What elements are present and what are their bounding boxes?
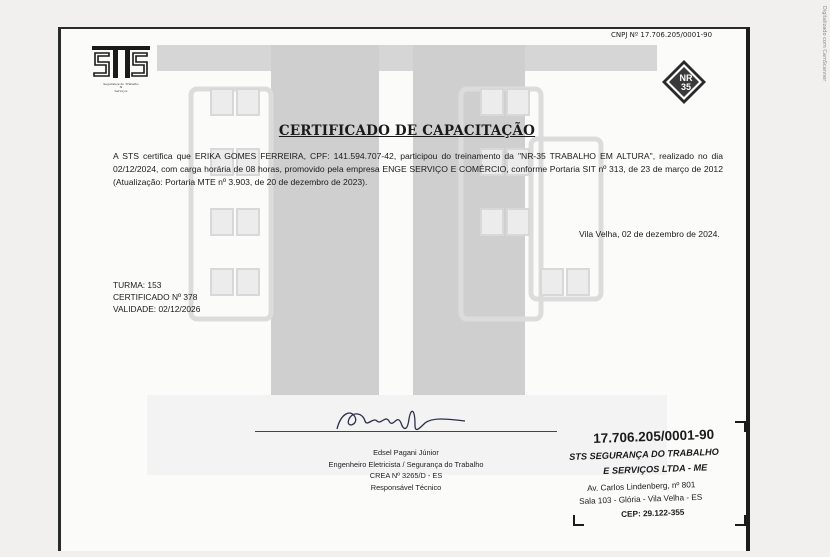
sts-logo-icon [91, 45, 151, 79]
signature-line [255, 431, 557, 432]
certificate-meta [113, 279, 200, 315]
signatory-role: Engenheiro Eletricista / Segurança do Trabalho [328, 459, 484, 469]
signature [329, 399, 469, 439]
scanner-text: Digitalizado com CamScanner [821, 6, 827, 82]
signatory-crea: CREA Nº 3265/D - ES [369, 471, 443, 481]
stamp-cep: CEP: 29.122-355 [621, 507, 685, 519]
logo-subtitle: Segurança do Trabalho & Serviços [103, 82, 139, 93]
certificate-number: CERTIFICADO Nº 378 [113, 292, 198, 302]
stamp-company-line2: E SERVIÇOS LTDA - ME [603, 462, 708, 476]
cnpj-header: CNPJ Nº 17.706.205/0001-90 [611, 31, 713, 39]
stamp-corner [573, 515, 584, 526]
certificate-body: A STS certifica que ERIKA GOMES FERREIRA, CPF: 141.594.707-42, participou do treinamento da "NR-35 TRABALHO EM ALTURA", realizado no dia 02/12/2024, com carga horária de 08 horas, promovido pela empresa ENGE SERVIÇO E COMÉRCIO, conforme Portaria SIT nº 313, de 23 de março de 2012 (Atualização: Portaria MTE nº 3.903, de 20 de dezembro de 2023). [113, 151, 723, 187]
turma: TURMA: 153 [113, 280, 162, 290]
company-stamp [561, 419, 750, 529]
signatory-title: Responsável Técnico [370, 482, 442, 492]
stamp-address-line2: Sala 103 - Glória - Vila Velha - ES [579, 492, 703, 506]
scanner-watermark [818, 6, 827, 82]
validity: VALIDADE: 02/12/2026 [113, 304, 201, 314]
certificate-page [58, 27, 750, 551]
stamp-company-line1: STS SEGURANÇA DO TRABALHO [569, 446, 719, 462]
certificate-title: CERTIFICADO DE CAPACITAÇÃO [278, 123, 536, 139]
stamp-corner [735, 515, 746, 526]
nr-badge-label-bottom: 35 [680, 82, 692, 92]
place-date: Vila Velha, 02 de dezembro de 2024. [579, 229, 720, 239]
signatory-block [281, 447, 531, 493]
sts-logo [91, 45, 151, 93]
nr-badge-label-top: NR [679, 73, 693, 83]
stamp-corner [735, 421, 746, 432]
stamp-address-line1: Av. Carlos Lindenberg, nº 801 [587, 480, 696, 493]
nr35-diamond-icon [661, 59, 707, 105]
stamp-cnpj: 17.706.205/0001-90 [593, 426, 715, 446]
signatory-name: Edsel Pagani Júnior [373, 448, 439, 457]
